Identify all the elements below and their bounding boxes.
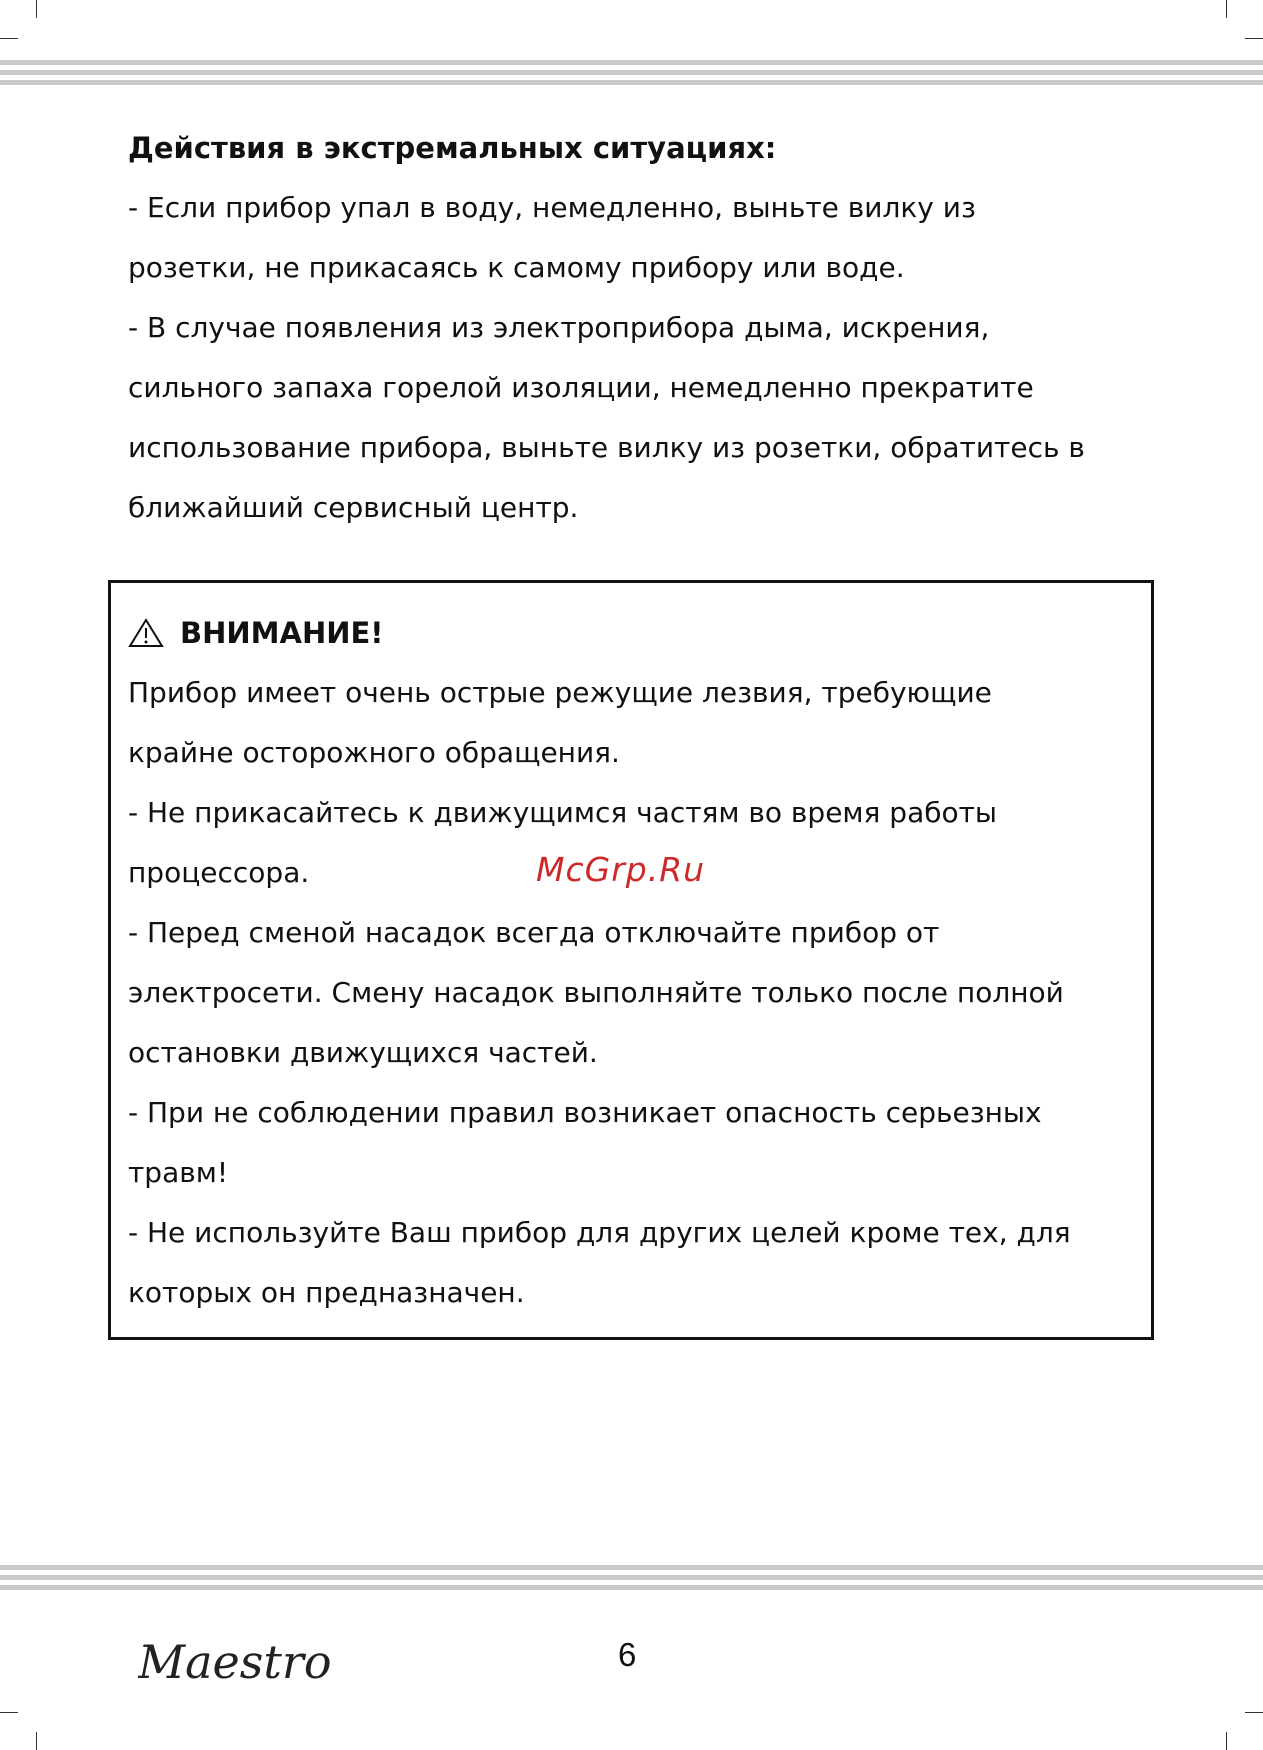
warning-title xyxy=(128,603,384,663)
section-heading: Действия в экстремальных ситуациях: xyxy=(128,131,777,165)
warning-line: - Перед сменой насадок всегда отключайте прибор от xyxy=(128,916,940,949)
warning-line: - Не прикасайтесь к движущимся частям во время работы xyxy=(128,796,998,829)
section-line: розетки, не прикасаясь к самому прибору или воде. xyxy=(128,251,905,284)
header-stripes xyxy=(0,60,1263,90)
warning-line: которых он предназначен. xyxy=(128,1276,525,1309)
footer-stripes xyxy=(0,1565,1263,1595)
warning-line: травм! xyxy=(128,1156,229,1189)
crop-mark xyxy=(1226,0,1227,18)
crop-mark xyxy=(0,1712,18,1713)
section-line: ближайший сервисный центр. xyxy=(128,491,579,524)
brand-logo xyxy=(138,1620,338,1704)
brand-logo-text: Maestro xyxy=(138,1635,332,1689)
page-number: 6 xyxy=(618,1636,637,1673)
section-line: сильного запаха горелой изоляции, немедленно прекратите xyxy=(128,371,1034,404)
warning-line: процессора. xyxy=(128,856,310,889)
watermark: McGrp.Ru xyxy=(536,850,706,889)
warning-line: крайне осторожного обращения. xyxy=(128,736,620,769)
warning-triangle-icon xyxy=(128,618,164,648)
warning-line: - При не соблюдении правил возникает опасность серьезных xyxy=(128,1096,1042,1129)
warning-line: - Не используйте Ваш прибор для других целей кроме тех, для xyxy=(128,1216,1071,1249)
warning-title-text: ВНИМАНИЕ! xyxy=(180,616,384,650)
warning-line: электросети. Смену насадок выполняйте только после полной xyxy=(128,976,1064,1009)
warning-line: остановки движущихся частей. xyxy=(128,1036,598,1069)
warning-line: Прибор имеет очень острые режущие лезвия, требующие xyxy=(128,676,992,709)
crop-mark xyxy=(0,38,18,39)
crop-mark xyxy=(36,0,37,18)
section-line: - Если прибор упал в воду, немедленно, выньте вилку из xyxy=(128,191,976,224)
section-line: использование прибора, выньте вилку из розетки, обратитесь в xyxy=(128,431,1085,464)
crop-mark xyxy=(1245,1712,1263,1713)
crop-mark xyxy=(1226,1732,1227,1750)
crop-mark xyxy=(1245,38,1263,39)
crop-mark xyxy=(36,1732,37,1750)
section-line: - В случае появления из электроприбора дыма, искрения, xyxy=(128,311,990,344)
